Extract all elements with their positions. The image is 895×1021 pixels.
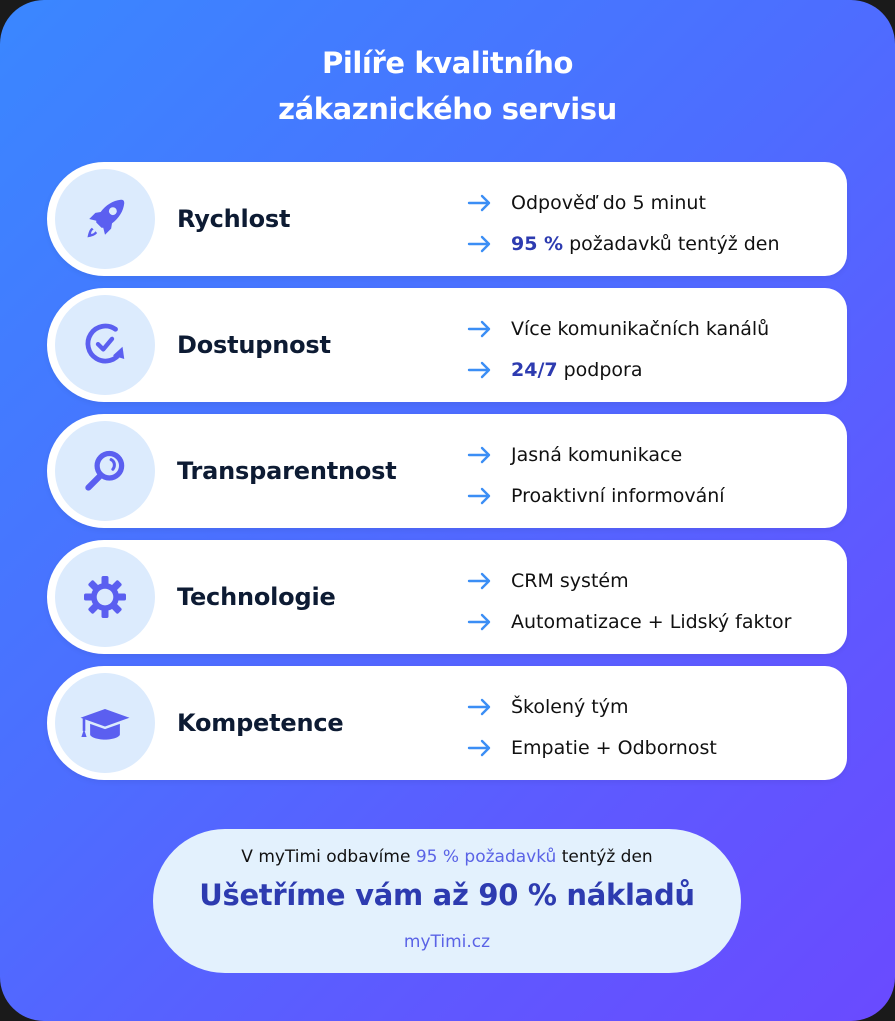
arrow-right-icon — [467, 319, 497, 339]
arrow-right-icon — [467, 697, 497, 717]
point-item — [467, 727, 717, 768]
point-highlight: 95 % — [511, 232, 564, 255]
icon-badge — [55, 421, 155, 521]
pillar-points — [467, 434, 725, 516]
page-title — [0, 40, 895, 132]
point-item — [467, 349, 769, 390]
point-item — [467, 475, 725, 516]
arrow-right-icon — [467, 360, 497, 380]
arrow-right-icon — [467, 193, 497, 213]
pillar-title: Technologie — [177, 583, 336, 611]
point-item — [467, 686, 717, 727]
point-text: Školený tým — [511, 695, 629, 718]
point-text: Odpověď do 5 minut — [511, 191, 706, 214]
title-line-2: zákaznického servisu — [278, 92, 617, 126]
icon-badge — [55, 169, 155, 269]
point-text: Více komunikačních kanálů — [511, 317, 770, 340]
refresh-check-icon — [77, 317, 133, 373]
pillar-title: Kompetence — [177, 709, 344, 737]
point-item — [467, 223, 780, 264]
footer-callout — [153, 829, 741, 973]
footer-subtitle-post: tentýž den — [556, 847, 653, 867]
point-text: Empatie + Odbornost — [511, 736, 717, 759]
point-text: Proaktivní informování — [511, 484, 725, 507]
graduation-cap-icon — [77, 695, 133, 751]
pillar-points — [467, 560, 791, 642]
pillar-title: Transparentnost — [177, 457, 397, 485]
point-item — [467, 434, 725, 475]
icon-badge — [55, 673, 155, 773]
pillar-card-transparentnost — [47, 414, 847, 528]
pillar-points — [467, 308, 769, 390]
point-text: požadavků tentýž den — [569, 232, 780, 255]
arrow-right-icon — [467, 486, 497, 506]
pillar-card-kompetence — [47, 666, 847, 780]
footer-subtitle-pre: V myTimi odbavíme — [241, 847, 416, 867]
pillar-points — [467, 686, 717, 768]
arrow-right-icon — [467, 612, 497, 632]
footer-subtitle — [153, 847, 741, 867]
point-item — [467, 182, 780, 223]
point-item — [467, 308, 769, 349]
pillar-card-dostupnost — [47, 288, 847, 402]
rocket-icon — [77, 191, 133, 247]
title-line-1: Pilíře kvalitního — [322, 46, 573, 80]
point-text: CRM systém — [511, 569, 629, 592]
point-text: Jasná komunikace — [511, 443, 683, 466]
point-item — [467, 560, 791, 601]
footer-subtitle-accent: 95 % požadavků — [415, 847, 557, 867]
arrow-right-icon — [467, 571, 497, 591]
footer-website-link[interactable]: myTimi.cz — [403, 932, 491, 952]
magnifier-icon — [77, 443, 133, 499]
footer-headline: Ušetříme vám až 90 % nákladů — [199, 878, 695, 912]
pillar-card-technologie — [47, 540, 847, 654]
pillar-card-rychlost — [47, 162, 847, 276]
point-item — [467, 601, 791, 642]
arrow-right-icon — [467, 445, 497, 465]
pillar-title: Dostupnost — [177, 331, 331, 359]
pillar-points — [467, 182, 780, 264]
icon-badge — [55, 547, 155, 647]
point-highlight: 24/7 — [511, 358, 558, 381]
point-text: Automatizace + Lidský faktor — [511, 610, 792, 633]
arrow-right-icon — [467, 738, 497, 758]
point-text: podpora — [563, 358, 643, 381]
arrow-right-icon — [467, 234, 497, 254]
pillar-title: Rychlost — [177, 205, 291, 233]
icon-badge — [55, 295, 155, 395]
gear-icon — [77, 569, 133, 625]
